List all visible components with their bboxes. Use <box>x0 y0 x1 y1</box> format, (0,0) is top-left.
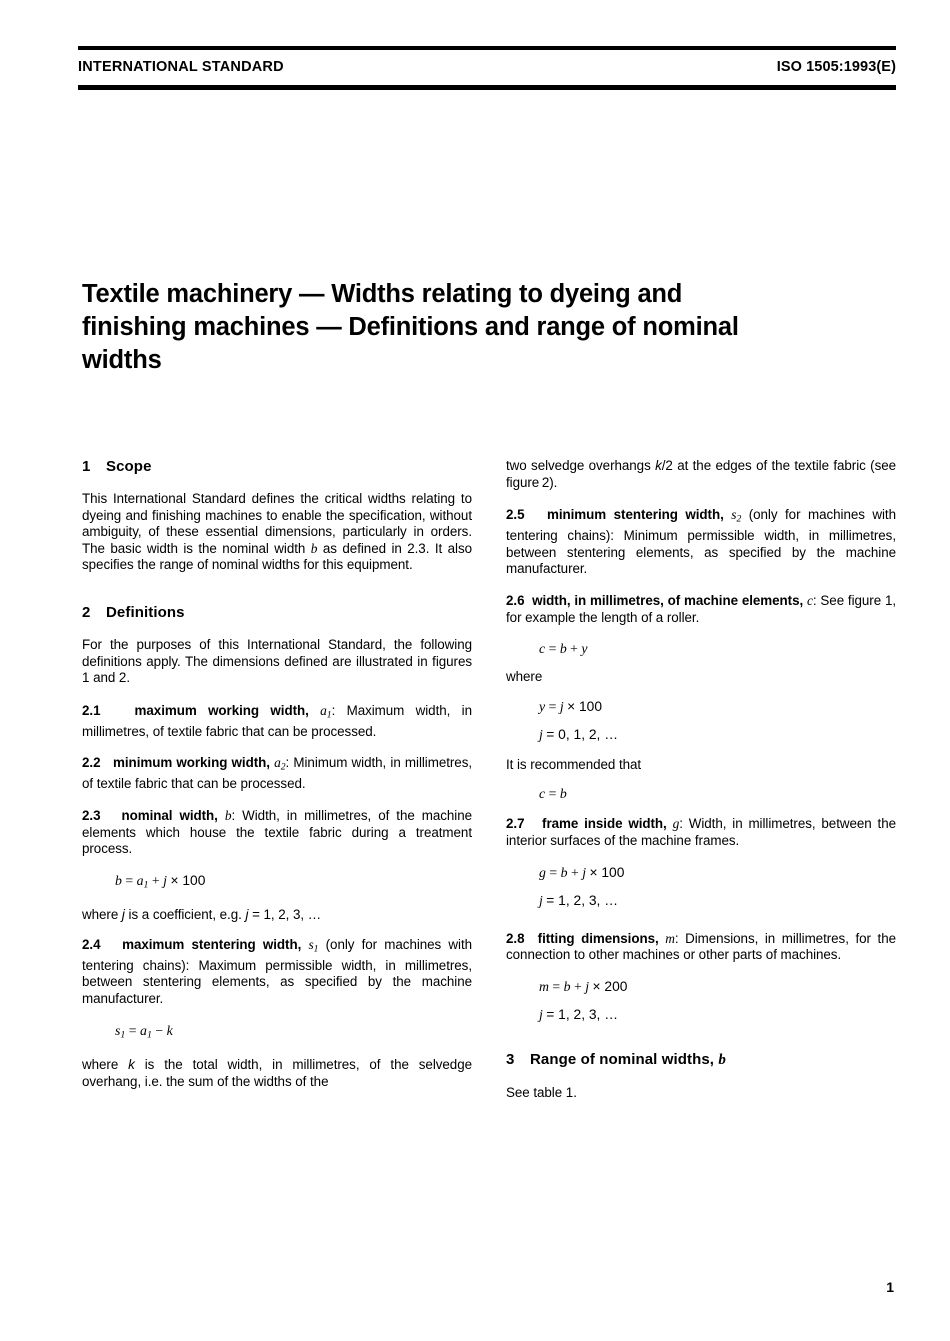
formula-nominal-width: $b = a_1 + j \times 100$ <box>115 872 206 891</box>
definition-2-3 <box>82 808 472 858</box>
definition-2-2 <box>82 755 472 793</box>
formula-machine-element-width: c = b + y <box>539 641 588 657</box>
formula-maximum-stentering-width: $s_1 = a_1 - k$ <box>115 1022 173 1041</box>
page-header <box>78 46 896 90</box>
symbol-a1: $a_1$ <box>320 702 332 721</box>
definition-text: : Dimensions, in millimetres, for the connection to other machines or other parts of machines. <box>506 930 896 963</box>
definition-text: (only for machines with tentering chains): Minimum permissible width, in millimetres, between stentering elements, as specified by the machine manufacturer. <box>506 507 896 577</box>
left-column <box>82 458 472 1101</box>
section-number: 3 <box>506 1050 515 1068</box>
definition-number: 2.5 <box>506 507 525 523</box>
where-label-2-6: where <box>506 669 543 685</box>
section-heading-scope <box>82 458 472 475</box>
section-number: 1 <box>82 458 91 475</box>
definition-term: minimum working width, <box>113 755 270 771</box>
section-title: Definitions <box>106 603 185 621</box>
definition-term: maximum working width, <box>134 702 309 718</box>
header-rule-bottom <box>78 85 896 90</box>
definition-term: nominal width, <box>121 807 218 823</box>
section-title: Scope <box>106 458 152 475</box>
symbol-b: b <box>224 807 232 823</box>
definition-text: : Maximum width, in millimetres, of textile fabric that can be processed. <box>82 702 472 739</box>
formula-fitting-dimensions: m = b + j × 200 <box>539 978 628 994</box>
formula-j-values-2-8: j = 1, 2, 3, … <box>539 1006 619 1022</box>
symbol-b: b <box>310 540 318 556</box>
symbol-a2: $a_2$ <box>274 755 286 773</box>
definition-2-5 <box>506 507 896 578</box>
definition-text: (only for machines with tentering chains): Maximum permissible width, in millimetres, between stentering elements, as specified by the machine manufacturer. <box>82 936 473 1006</box>
standard-type-label: INTERNATIONAL STANDARD <box>78 59 284 75</box>
section-number: 2 <box>82 603 91 621</box>
definition-text: : See figure 1, for example the length of a roller. <box>506 592 897 625</box>
definition-number: 2.6 <box>506 592 525 608</box>
definition-text: : Minimum width, in millimetres, of textile fabric that can be processed. <box>82 755 473 792</box>
section-heading-definitions <box>82 604 472 621</box>
definition-number: 2.4 <box>82 936 101 952</box>
definition-text: : Width, in millimetres, between the interior surfaces of the machine frames. <box>506 816 896 848</box>
symbol-s1: $s_1$ <box>308 936 319 955</box>
definition-number: 2.7 <box>506 816 525 832</box>
definition-term: maximum stentering width, <box>122 936 302 952</box>
definition-term: width, in millimetres, of machine elements, <box>532 592 804 608</box>
definition-term: fitting dimensions, <box>537 930 659 946</box>
symbol-s2: $s_2$ <box>731 507 742 525</box>
formula-j-values-2-6: j = 0, 1, 2, … <box>539 726 619 742</box>
formula-nominal-width-where: where j is a coefficient, e.g. j = 1, 2, 3, … <box>82 907 322 923</box>
formula-y-value: y = j × 100 <box>539 698 603 714</box>
definition-number: 2.8 <box>506 930 525 946</box>
definition-term: minimum stentering width, <box>546 507 724 523</box>
symbol-g: g <box>672 816 680 832</box>
definition-2-7 <box>506 816 896 849</box>
definitions-intro-paragraph: For the purposes of this International Standard, the following definitions apply. The dimensions defined are illustrated in figures 1 and 2. <box>82 636 472 686</box>
definition-2-4 <box>82 937 472 1008</box>
symbol-b: b <box>718 1051 726 1068</box>
formula-maximum-stentering-width-where: where k is the total width, in millimetres, of the selvedge overhang, i.e. the sum of the widths of the <box>82 1057 472 1089</box>
definition-term: frame inside width, <box>542 816 667 832</box>
definition-2-1 <box>82 703 472 741</box>
formula-c-equals-b: c = b <box>539 786 567 802</box>
scope-paragraph: This International Standard defines the critical widths relating to dyeing and finishing machines to enable the specification, without ambiguity, of these essential dimensions, particularly in orders. The basic width is the nominal width b as defined in 2.3. It also specifies the range of nominal widths for this equipment. <box>82 491 472 573</box>
section-heading-range <box>506 1051 896 1069</box>
definition-text: : Width, in millimetres, of the machine elements which house the textile fabric during a treatment process. <box>82 807 473 857</box>
continuation-paragraph: two selvedge overhangs k/2 at the edges of the textile fabric (see figure 2). <box>506 458 897 490</box>
page-title: Textile machinery — Widths relating to dyeing and finishing machines — Definitions and range of nominal widths <box>82 280 739 374</box>
definition-number: 2.1 <box>82 702 101 718</box>
recommendation-label-2-6: It is recommended that <box>506 756 642 772</box>
definition-number: 2.2 <box>82 755 101 771</box>
page-number: 1 <box>886 1279 894 1295</box>
definition-2-6 <box>506 593 896 626</box>
symbol-c: c <box>807 592 813 608</box>
header-row <box>78 50 896 85</box>
symbol-m: m <box>665 930 675 946</box>
body-columns <box>82 458 896 1101</box>
formula-frame-inside-width: g = b + j × 100 <box>539 864 625 880</box>
formula-j-values-2-7: j = 1, 2, 3, … <box>539 892 619 908</box>
right-column <box>506 458 896 1101</box>
range-paragraph: See table 1. <box>506 1084 577 1100</box>
definition-number: 2.3 <box>82 807 101 823</box>
definition-2-8 <box>506 931 896 964</box>
standard-reference-label: ISO 1505:1993(E) <box>776 59 896 75</box>
section-title: Range of nominal widths, <box>530 1050 715 1068</box>
